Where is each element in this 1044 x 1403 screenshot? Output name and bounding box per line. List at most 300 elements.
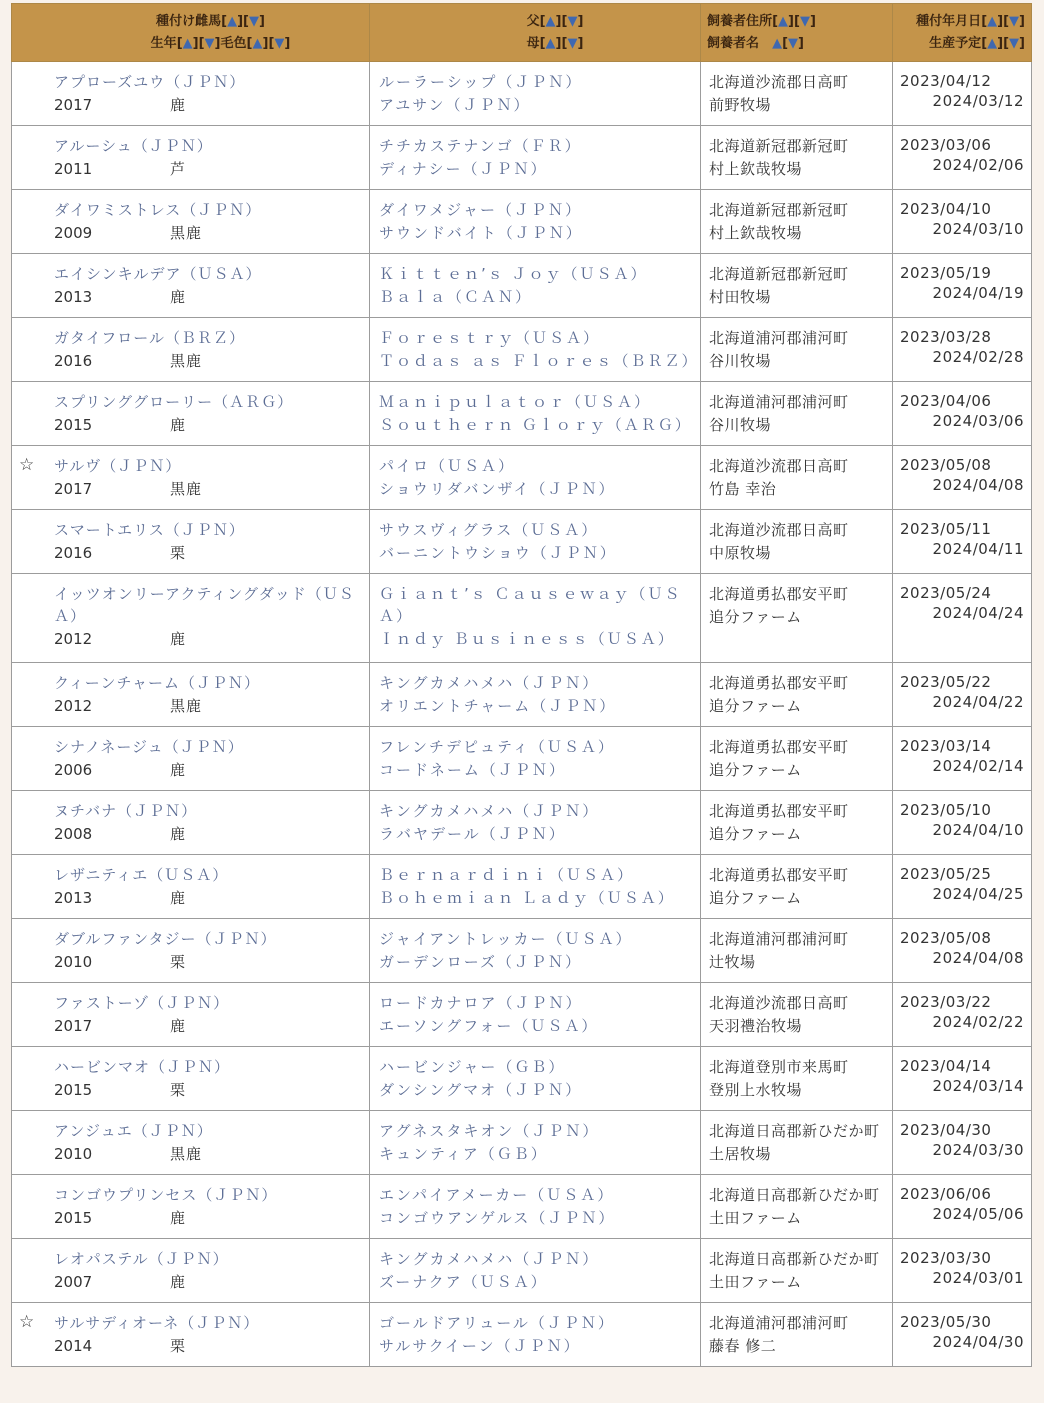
- mare-year: 2010: [54, 953, 93, 971]
- star-icon: ☆: [19, 455, 35, 475]
- sort-down-icon[interactable]: ▼: [274, 35, 285, 51]
- parents-cell: [370, 663, 701, 727]
- due-date: 2024/04/25: [932, 885, 1024, 903]
- sort-up-icon[interactable]: ▲: [545, 35, 556, 51]
- mare-year: 2013: [54, 288, 93, 306]
- mare-cell: [12, 574, 370, 663]
- mare-cell: [12, 126, 370, 190]
- breeding-date: 2023/05/11: [900, 520, 992, 538]
- dam-link[interactable]: Ｓｏｕｔｈｅｒｎ Ｇｌｏｒｙ（ＡＲＧ）: [379, 416, 692, 434]
- mare-year: 2007: [54, 1273, 93, 1291]
- mare-year: 2015: [54, 1209, 93, 1227]
- sort-up-icon[interactable]: ▲: [772, 35, 783, 51]
- mare-cell: [12, 190, 370, 254]
- breeding-date: 2023/05/22: [900, 673, 992, 691]
- dates-cell: [893, 791, 1032, 855]
- sort-up-icon[interactable]: ▲: [252, 35, 263, 51]
- parents-cell: [370, 855, 701, 919]
- mare-name-link[interactable]: ハービンマオ（ＪＰＮ）: [54, 1058, 231, 1076]
- owner-name: 追分ファーム: [709, 889, 802, 907]
- mare-name-link[interactable]: コンゴウプリンセス（ＪＰＮ）: [54, 1186, 278, 1204]
- mare-cell: [12, 382, 370, 446]
- sire-link[interactable]: Ｋｉｔｔｅｎ’ｓ Ｊｏｙ（ＵＳＡ）: [379, 265, 648, 283]
- mare-cell: [12, 1303, 370, 1367]
- sire-link[interactable]: キングカメハメハ（ＪＰＮ）: [379, 802, 600, 820]
- mare-name-link[interactable]: アルーシュ（ＪＰＮ）: [54, 137, 213, 155]
- mare-name-link[interactable]: ダイワミストレス（ＪＰＮ）: [54, 201, 262, 219]
- owner-name: 追分ファーム: [709, 761, 802, 779]
- breeding-date: 2023/03/22: [900, 993, 992, 1011]
- header-mare[interactable]: [12, 4, 370, 62]
- owner-cell: [701, 983, 893, 1047]
- owner-cell: [701, 510, 893, 574]
- mare-name-link[interactable]: サルヴ（ＪＰＮ）: [54, 457, 182, 475]
- parents-cell: [370, 190, 701, 254]
- mare-name-link[interactable]: レオパステル（ＪＰＮ）: [54, 1250, 229, 1268]
- sire-link[interactable]: ジャイアントレッカー（ＵＳＡ）: [379, 930, 633, 948]
- mare-name-link[interactable]: クィーンチャーム（ＪＰＮ）: [54, 674, 261, 692]
- owner-cell: [701, 318, 893, 382]
- sire-link[interactable]: ロードカナロア（ＪＰＮ）: [379, 994, 583, 1012]
- sire-link[interactable]: パイロ（ＵＳＡ）: [379, 457, 516, 475]
- mare-coat: 栗: [170, 953, 187, 971]
- mare-name-link[interactable]: アンジュエ（ＪＰＮ）: [54, 1122, 213, 1140]
- mare-cell: [12, 510, 370, 574]
- sire-link[interactable]: Ｆｏｒｅｓｔｒｙ（ＵＳＡ）: [379, 329, 601, 347]
- dam-link[interactable]: ガーデンローズ（ＪＰＮ）: [379, 953, 582, 971]
- mare-year: 2014: [54, 1337, 93, 1355]
- owner-name: 登別上水牧場: [709, 1081, 803, 1099]
- sire-link[interactable]: Ｇｉａｎｔ’ｓ Ｃａｕｓｅｗａｙ（ＵＳＡ）: [379, 585, 682, 625]
- breeding-date: 2023/04/10: [900, 200, 992, 218]
- owner-address: 北海道沙流郡日高町: [709, 521, 849, 539]
- table-row: [12, 62, 1032, 126]
- sire-link[interactable]: ハービンジャー（ＧＢ）: [379, 1058, 566, 1076]
- parents-cell: [370, 1111, 701, 1175]
- owner-address: 北海道勇払郡安平町: [709, 585, 849, 603]
- mare-name-link[interactable]: ダブルファンタジー（ＪＰＮ）: [54, 930, 277, 948]
- header-address-label[interactable]: 飼養者住所[▲][▼]: [707, 13, 816, 29]
- table-row: [12, 254, 1032, 318]
- parents-cell: [370, 126, 701, 190]
- parents-cell: [370, 1239, 701, 1303]
- mare-name-link[interactable]: ガタイフロール（ＢＲＺ）: [54, 329, 245, 347]
- due-date: 2024/04/08: [932, 949, 1024, 967]
- header-year-coat-label[interactable]: 生年[▲][▼]毛色[▲][▼]: [150, 35, 291, 51]
- dam-link[interactable]: Ｂｏｈｅｍｉａｎ Ｌａｄｙ（ＵＳＡ）: [379, 889, 675, 907]
- sire-link[interactable]: キングカメハメハ（ＪＰＮ）: [379, 1250, 600, 1268]
- owner-address: 北海道日高郡新ひだか町: [709, 1250, 880, 1268]
- mare-name-link[interactable]: ファストーゾ（ＪＰＮ）: [54, 994, 230, 1012]
- header-owner-label[interactable]: 飼養者名 ▲[▼]: [707, 35, 804, 51]
- owner-name: 藤春 修二: [709, 1337, 777, 1355]
- mare-year: 2017: [54, 96, 93, 114]
- due-date: 2024/05/06: [932, 1205, 1024, 1223]
- mare-cell: [12, 855, 370, 919]
- parents-cell: [370, 254, 701, 318]
- dam-link[interactable]: Ｂａｌａ（ＣＡＮ）: [379, 288, 533, 306]
- table-row: [12, 1175, 1032, 1239]
- header-owner[interactable]: [701, 4, 893, 62]
- mare-name-link[interactable]: レザニティエ（ＵＳＡ）: [54, 866, 229, 884]
- sire-link[interactable]: キングカメハメハ（ＪＰＮ）: [379, 674, 600, 692]
- mare-year: 2015: [54, 1081, 93, 1099]
- table-row: [12, 574, 1032, 663]
- mare-cell: [12, 1239, 370, 1303]
- dates-cell: [893, 919, 1032, 983]
- table-row: [12, 382, 1032, 446]
- dam-link[interactable]: ショウリダバンザイ（ＪＰＮ）: [379, 480, 616, 498]
- breeding-date: 2023/04/30: [900, 1121, 992, 1139]
- due-date: 2024/03/30: [932, 1141, 1024, 1159]
- due-date: 2024/03/06: [932, 412, 1024, 430]
- sire-link[interactable]: ダイワメジャー（ＪＰＮ）: [379, 201, 582, 219]
- due-date: 2024/03/14: [932, 1077, 1024, 1095]
- mare-coat: 鹿: [170, 416, 187, 434]
- dates-cell: [893, 126, 1032, 190]
- sort-down-icon[interactable]: ▼: [204, 35, 215, 51]
- owner-cell: [701, 382, 893, 446]
- due-date: 2024/02/14: [932, 757, 1024, 775]
- dam-link[interactable]: ディナシー（ＪＰＮ）: [379, 160, 548, 178]
- table-row: [12, 855, 1032, 919]
- parents-cell: [370, 727, 701, 791]
- mare-coat: 鹿: [170, 1017, 187, 1035]
- mare-year: 2009: [54, 224, 93, 242]
- dam-link[interactable]: コンゴウアンゲルス（ＪＰＮ）: [379, 1209, 616, 1227]
- dates-cell: [893, 190, 1032, 254]
- mare-coat: 鹿: [170, 630, 187, 648]
- sire-link[interactable]: チチカステナンゴ（ＦＲ）: [379, 137, 582, 155]
- owner-cell: [701, 1047, 893, 1111]
- breeding-date: 2023/03/30: [900, 1249, 992, 1267]
- due-date: 2024/04/11: [932, 540, 1024, 558]
- parents-cell: [370, 382, 701, 446]
- mare-name-link[interactable]: エイシンキルデア（ＵＳＡ）: [54, 265, 262, 283]
- mare-coat: 鹿: [170, 96, 187, 114]
- mare-coat: 黒鹿: [170, 352, 203, 370]
- owner-name: 追分ファーム: [709, 825, 802, 843]
- dam-link[interactable]: ズーナクア（ＵＳＡ）: [379, 1273, 548, 1291]
- due-date: 2024/03/10: [932, 220, 1024, 238]
- mare-year: 2012: [54, 697, 93, 715]
- parents-cell: [370, 446, 701, 510]
- header-parents[interactable]: [370, 4, 701, 62]
- breeding-date: 2023/05/24: [900, 584, 992, 602]
- parents-cell: [370, 62, 701, 126]
- owner-address: 北海道勇払郡安平町: [709, 866, 849, 884]
- owner-name: 土田ファーム: [709, 1209, 802, 1227]
- dates-cell: [893, 62, 1032, 126]
- dates-cell: [893, 254, 1032, 318]
- sort-down-icon[interactable]: ▼: [788, 35, 799, 51]
- sort-up-icon[interactable]: ▲: [987, 13, 998, 29]
- owner-cell: [701, 62, 893, 126]
- owner-address: 北海道新冠郡新冠町: [709, 265, 849, 283]
- mare-name-link[interactable]: スプリンググローリー（ＡＲＧ）: [54, 393, 294, 411]
- sire-link[interactable]: Ｂｅｒｎａｒｄｉｎｉ（ＵＳＡ）: [379, 866, 635, 884]
- owner-name: 谷川牧場: [709, 416, 772, 434]
- dam-link[interactable]: アユサン（ＪＰＮ）: [379, 96, 531, 114]
- mare-coat: 黒鹿: [170, 697, 203, 715]
- owner-address: 北海道浦河郡浦河町: [709, 393, 849, 411]
- dates-cell: [893, 574, 1032, 663]
- due-date: 2024/02/06: [932, 156, 1024, 174]
- owner-address: 北海道沙流郡日高町: [709, 457, 849, 475]
- due-date: 2024/02/22: [932, 1013, 1024, 1031]
- sort-down-icon[interactable]: ▼: [1009, 13, 1020, 29]
- dates-cell: [893, 1047, 1032, 1111]
- breeding-date: 2023/03/14: [900, 737, 992, 755]
- owner-name: 谷川牧場: [709, 352, 772, 370]
- sire-link[interactable]: Ｍａｎｉｐｕｌａｔｏｒ（ＵＳＡ）: [379, 393, 652, 411]
- owner-address: 北海道浦河郡浦河町: [709, 930, 849, 948]
- parents-cell: [370, 791, 701, 855]
- dates-cell: [893, 983, 1032, 1047]
- owner-address: 北海道沙流郡日高町: [709, 994, 849, 1012]
- table-row: [12, 791, 1032, 855]
- breeding-date: 2023/05/08: [900, 929, 992, 947]
- sire-link[interactable]: エンパイアメーカー（ＵＳＡ）: [379, 1186, 615, 1204]
- owner-cell: [701, 446, 893, 510]
- breeding-date: 2023/04/06: [900, 392, 992, 410]
- mare-cell: [12, 318, 370, 382]
- due-date: 2024/04/24: [932, 604, 1024, 622]
- mare-coat: 鹿: [170, 825, 187, 843]
- mare-cell: [12, 1047, 370, 1111]
- dates-cell: [893, 510, 1032, 574]
- breeding-date: 2023/03/28: [900, 328, 992, 346]
- mare-cell: [12, 791, 370, 855]
- header-dates[interactable]: [893, 4, 1032, 62]
- header-sire-label[interactable]: 父[▲][▼]: [526, 13, 584, 29]
- sire-link[interactable]: サウスヴィグラス（ＵＳＡ）: [379, 521, 599, 539]
- dates-cell: [893, 1303, 1032, 1367]
- mare-coat: 鹿: [170, 1273, 187, 1291]
- owner-cell: [701, 1303, 893, 1367]
- breeding-date: 2023/05/30: [900, 1313, 992, 1331]
- owner-cell: [701, 574, 893, 663]
- header-mare-label[interactable]: 種付け雌馬[▲][▼]: [156, 13, 265, 29]
- mare-coat: 黒鹿: [170, 224, 203, 242]
- owner-address: 北海道新冠郡新冠町: [709, 137, 849, 155]
- mare-cell: [12, 1111, 370, 1175]
- mare-cell: [12, 1175, 370, 1239]
- due-date: 2024/02/28: [932, 348, 1024, 366]
- mare-year: 2015: [54, 416, 93, 434]
- dam-link[interactable]: エーソングフォー（ＵＳＡ）: [379, 1017, 599, 1035]
- table-row: [12, 126, 1032, 190]
- mare-cell: [12, 919, 370, 983]
- owner-name: 土田ファーム: [709, 1273, 802, 1291]
- sort-up-icon[interactable]: ▲: [227, 13, 238, 29]
- sort-down-icon[interactable]: ▼: [799, 13, 810, 29]
- owner-cell: [701, 1239, 893, 1303]
- owner-cell: [701, 1111, 893, 1175]
- owner-address: 北海道勇払郡安平町: [709, 802, 849, 820]
- parents-cell: [370, 574, 701, 663]
- sort-down-icon[interactable]: ▼: [1009, 35, 1020, 51]
- mare-year: 2006: [54, 761, 93, 779]
- mare-year: 2013: [54, 889, 93, 907]
- table-row: [12, 1111, 1032, 1175]
- mare-name-link[interactable]: シナノネージュ（ＪＰＮ）: [54, 738, 244, 756]
- breeding-date: 2023/05/25: [900, 865, 992, 883]
- mare-year: 2010: [54, 1145, 93, 1163]
- table-row: [12, 446, 1032, 510]
- table-row: [12, 1047, 1032, 1111]
- header-date-label[interactable]: 種付年月日[▲][▼]: [916, 13, 1025, 29]
- due-date: 2024/04/22: [932, 693, 1024, 711]
- owner-name: 追分ファーム: [709, 697, 802, 715]
- breeding-date: 2023/04/14: [900, 1057, 992, 1075]
- dates-cell: [893, 1111, 1032, 1175]
- due-date: 2024/04/10: [932, 821, 1024, 839]
- breeding-date: 2023/05/19: [900, 264, 992, 282]
- dam-link[interactable]: キュンティア（ＧＢ）: [379, 1145, 548, 1163]
- mare-year: 2012: [54, 630, 93, 648]
- owner-cell: [701, 126, 893, 190]
- mare-cell: [12, 983, 370, 1047]
- mare-year: 2016: [54, 352, 93, 370]
- dam-link[interactable]: Ｉｎｄｙ Ｂｕｓｉｎｅｓｓ（ＵＳＡ）: [379, 630, 675, 648]
- table-row: [12, 190, 1032, 254]
- sort-down-icon[interactable]: ▼: [567, 35, 578, 51]
- sort-up-icon[interactable]: ▲: [778, 13, 789, 29]
- breeding-date: 2023/04/12: [900, 72, 992, 90]
- dam-link[interactable]: Ｔｏｄａｓ ａｓ Ｆｌｏｒｅｓ（ＢＲＺ）: [379, 352, 699, 370]
- owner-address: 北海道浦河郡浦河町: [709, 1314, 849, 1332]
- table-row: [12, 663, 1032, 727]
- owner-name: 追分ファーム: [709, 608, 802, 626]
- parents-cell: [370, 1303, 701, 1367]
- dates-cell: [893, 1175, 1032, 1239]
- sort-down-icon[interactable]: ▼: [248, 13, 259, 29]
- dates-cell: [893, 446, 1032, 510]
- header-due-label[interactable]: 生産予定[▲][▼]: [929, 35, 1025, 51]
- sire-link[interactable]: ルーラーシップ（ＪＰＮ）: [379, 73, 583, 91]
- sire-link[interactable]: フレンチデピュティ（ＵＳＡ）: [379, 738, 615, 756]
- owner-cell: [701, 727, 893, 791]
- sort-up-icon[interactable]: ▲: [987, 35, 998, 51]
- table-row: [12, 983, 1032, 1047]
- dates-cell: [893, 1239, 1032, 1303]
- mare-coat: 栗: [170, 1337, 187, 1355]
- owner-cell: [701, 1175, 893, 1239]
- due-date: 2024/03/12: [932, 92, 1024, 110]
- star-icon: ☆: [19, 1312, 35, 1332]
- header-dam-label[interactable]: 母[▲][▼]: [526, 35, 584, 51]
- mare-name-link[interactable]: スマートエリス（ＪＰＮ）: [54, 521, 245, 539]
- table-row: [12, 727, 1032, 791]
- dam-link[interactable]: サウンドバイト（ＪＰＮ）: [379, 224, 583, 242]
- dam-link[interactable]: バーニントウショウ（ＪＰＮ）: [379, 544, 617, 562]
- parents-cell: [370, 1047, 701, 1111]
- sort-up-icon[interactable]: ▲: [545, 13, 556, 29]
- dam-link[interactable]: ラバヤデール（ＪＰＮ）: [379, 825, 566, 843]
- sort-down-icon[interactable]: ▼: [567, 13, 578, 29]
- parents-cell: [370, 983, 701, 1047]
- mare-name-link[interactable]: アプローズユウ（ＪＰＮ）: [54, 73, 246, 91]
- mare-name-link[interactable]: ヌチバナ（ＪＰＮ）: [54, 802, 198, 820]
- dates-cell: [893, 318, 1032, 382]
- owner-cell: [701, 190, 893, 254]
- owner-address: 北海道沙流郡日高町: [709, 73, 849, 91]
- dam-link[interactable]: ダンシングマオ（ＪＰＮ）: [379, 1081, 583, 1099]
- mare-cell: [12, 62, 370, 126]
- breeding-date: 2023/05/08: [900, 456, 992, 474]
- owner-cell: [701, 663, 893, 727]
- owner-name: 天羽禮治牧場: [709, 1017, 803, 1035]
- owner-address: 北海道勇払郡安平町: [709, 738, 849, 756]
- owner-address: 北海道登別市来馬町: [709, 1058, 849, 1076]
- due-date: 2024/04/30: [932, 1333, 1024, 1351]
- breeding-table: [11, 3, 1032, 1367]
- mare-cell: [12, 727, 370, 791]
- owner-address: 北海道日高郡新ひだか町: [709, 1122, 880, 1140]
- table-row: [12, 1239, 1032, 1303]
- parents-cell: [370, 510, 701, 574]
- sire-link[interactable]: ゴールドアリュール（ＪＰＮ）: [379, 1314, 615, 1332]
- mare-coat: 鹿: [170, 288, 187, 306]
- mare-year: 2017: [54, 480, 93, 498]
- dam-link[interactable]: コードネーム（ＪＰＮ）: [379, 761, 566, 779]
- mare-coat: 鹿: [170, 761, 187, 779]
- mare-cell: [12, 446, 370, 510]
- dates-cell: [893, 855, 1032, 919]
- mare-coat: 栗: [170, 1081, 187, 1099]
- owner-name: 村上欽哉牧場: [709, 224, 803, 242]
- header-row: [12, 4, 1032, 62]
- breeding-date: 2023/03/06: [900, 136, 992, 154]
- owner-address: 北海道浦河郡浦河町: [709, 329, 849, 347]
- due-date: 2024/04/19: [932, 284, 1024, 302]
- owner-cell: [701, 791, 893, 855]
- owner-address: 北海道新冠郡新冠町: [709, 201, 849, 219]
- owner-address: 北海道勇払郡安平町: [709, 674, 849, 692]
- mare-coat: 栗: [170, 544, 187, 562]
- owner-name: 村田牧場: [709, 288, 772, 306]
- dam-link[interactable]: オリエントチャーム（ＪＰＮ）: [379, 697, 617, 715]
- due-date: 2024/04/08: [932, 476, 1024, 494]
- owner-name: 村上欽哉牧場: [709, 160, 803, 178]
- mare-name-link[interactable]: サルサディオーネ（ＪＰＮ）: [54, 1314, 260, 1332]
- mare-cell: [12, 254, 370, 318]
- owner-name: 辻牧場: [709, 953, 756, 971]
- mare-coat: 黒鹿: [170, 1145, 203, 1163]
- dam-link[interactable]: サルサクイーン（ＪＰＮ）: [379, 1337, 581, 1355]
- table-row: [12, 919, 1032, 983]
- dates-cell: [893, 727, 1032, 791]
- mare-year: 2016: [54, 544, 93, 562]
- dates-cell: [893, 382, 1032, 446]
- sort-up-icon[interactable]: ▲: [182, 35, 193, 51]
- mare-year: 2011: [54, 160, 93, 178]
- parents-cell: [370, 318, 701, 382]
- mare-year: 2008: [54, 825, 93, 843]
- dates-cell: [893, 663, 1032, 727]
- mare-name-link[interactable]: イッツオンリーアクティングダッド（ＵＳＡ）: [54, 585, 355, 625]
- mare-coat: 芦: [170, 160, 187, 178]
- sire-link[interactable]: アグネスタキオン（ＪＰＮ）: [379, 1122, 600, 1140]
- breeding-date: 2023/05/10: [900, 801, 992, 819]
- owner-name: 竹島 幸治: [709, 480, 777, 498]
- table-row: [12, 318, 1032, 382]
- due-date: 2024/03/01: [932, 1269, 1024, 1287]
- owner-cell: [701, 855, 893, 919]
- owner-name: 前野牧場: [709, 96, 772, 114]
- table-row: [12, 510, 1032, 574]
